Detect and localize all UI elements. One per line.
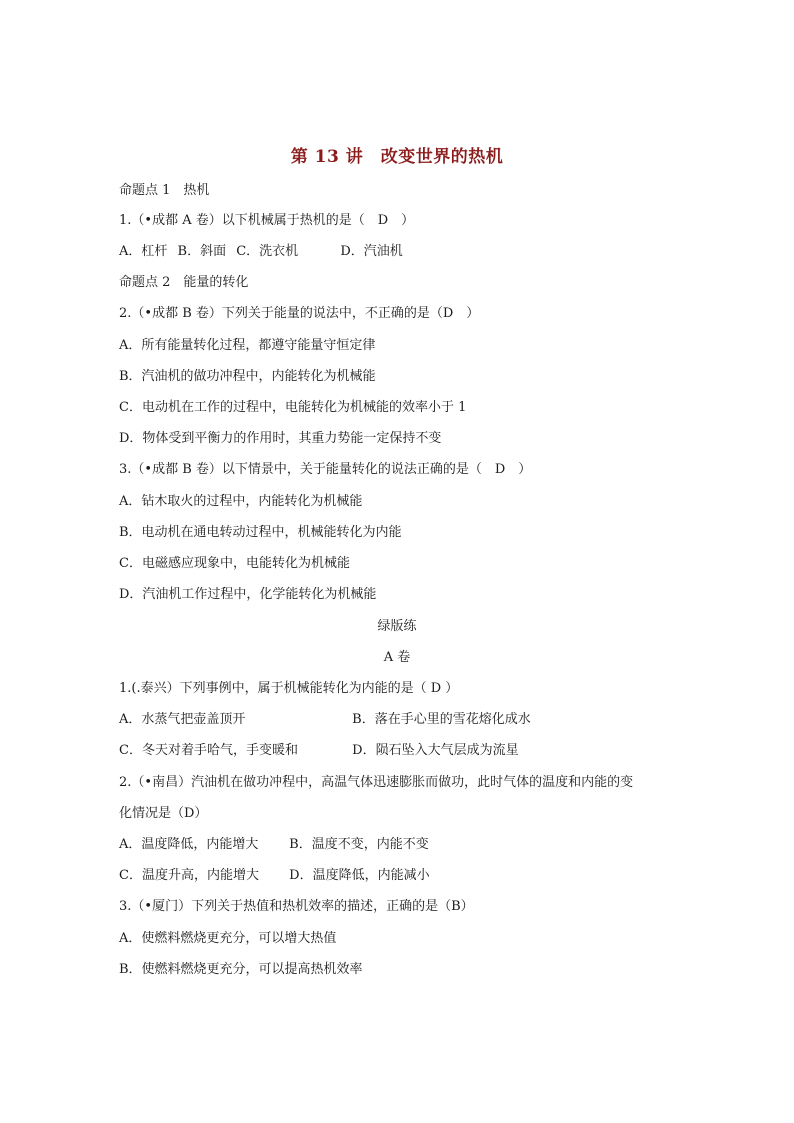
q3-stem: 3.（•成都 B 卷）以下情景中，关于能量转化的说法正确的是（ D ）: [119, 462, 532, 477]
a2-option-c: C．温度升高，内能增大: [119, 868, 259, 883]
section-heading-1: 命题点 1 热机: [119, 183, 210, 198]
a1-option-b: B．落在手心里的雪花熔化成水: [352, 712, 531, 727]
a2-options-row-2: [119, 868, 430, 884]
a2-stem-line-1: 2.（•南昌）汽油机在做功冲程中，高温气体迅速膨胀而做功，此时气体的温度和内能的变: [119, 775, 634, 790]
q1-option-c: C．洗衣机: [236, 244, 299, 259]
a2-option-d: D．温度降低，内能减小: [289, 868, 430, 883]
page-title: 第 13 讲 改变世界的热机: [290, 147, 504, 167]
q2-option-c: C．电动机在工作的过程中，电能转化为机械能的效率小于 1: [119, 400, 467, 415]
q1-options: [119, 244, 403, 260]
a3-option-a: A．使燃料燃烧更充分，可以增大热值: [119, 931, 337, 946]
q3-option-b: B．电动机在通电转动过程中，机械能转化为内能: [119, 525, 402, 540]
a1-option-d: D．陨石坠入大气层成为流星: [352, 743, 519, 758]
q2-option-a: A．所有能量转化过程，都遵守能量守恒定律: [119, 338, 376, 353]
q2-option-d: D．物体受到平衡力的作用时，其重力势能一定保持不变: [119, 431, 442, 446]
q2-option-b: B．汽油机的做功冲程中，内能转化为机械能: [119, 369, 376, 384]
q1-option-d: D．汽油机: [340, 244, 403, 259]
a3-stem: 3.（•厦门）下列关于热值和热机效率的描述，正确的是（B）: [119, 899, 474, 914]
a1-option-c: C．冬天对着手哈气，手变暖和: [119, 743, 298, 758]
section-heading-2: 命题点 2 能量的转化: [119, 275, 249, 290]
q3-option-d: D．汽油机工作过程中，化学能转化为机械能: [119, 587, 377, 602]
q1-option-a: A．杠杆: [119, 244, 168, 259]
q3-option-c: C．电磁感应现象中，电能转化为机械能: [119, 556, 350, 571]
a2-stem-line-2: 化情况是（D）: [119, 806, 208, 821]
q1-stem: 1.（•成都 A 卷）以下机械属于热机的是（ D ）: [119, 213, 415, 228]
a2-options-row-1: [119, 837, 429, 853]
section-heading-lvban: 绿版练: [377, 619, 417, 634]
a2-option-b: B．温度不变，内能不变: [289, 837, 429, 852]
a3-option-b: B．使燃料燃烧更充分，可以提高热机效率: [119, 962, 363, 977]
section-heading-a-juan: A 卷: [383, 650, 411, 665]
a2-option-a: A．温度降低，内能增大: [119, 837, 259, 852]
a1-options-row-1: [119, 712, 531, 728]
q1-option-b: B．斜面: [177, 244, 227, 259]
q2-stem: 2.（•成都 B 卷）下列关于能量的说法中，不正确的是（D ）: [119, 306, 480, 321]
q3-option-a: A．钻木取火的过程中，内能转化为机械能: [119, 494, 363, 509]
a1-options-row-2: [119, 743, 519, 759]
a1-stem: 1.(.泰兴）下列事例中，属于机械能转化为内能的是（ D ）: [119, 681, 459, 696]
a1-option-a: A．水蒸气把壶盖顶开: [119, 712, 246, 727]
